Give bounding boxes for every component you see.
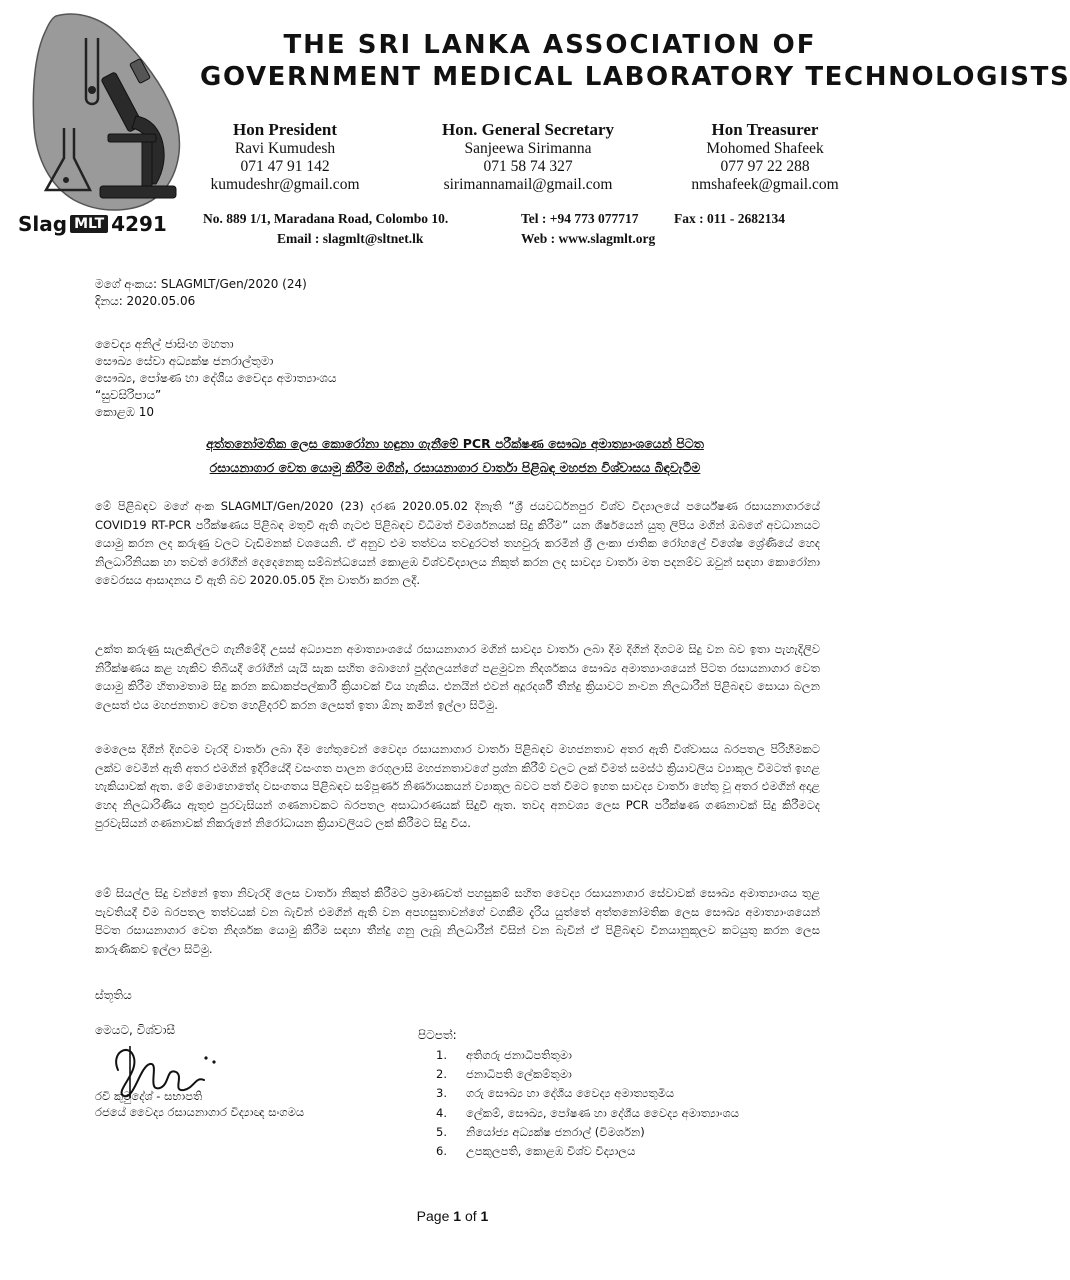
officer-president (196, 120, 374, 194)
list-item (436, 1104, 739, 1123)
officer-treasurer (670, 120, 860, 194)
list-text: ලේකම්, සෞඛ්‍ය, පෝෂණ හා දේශීය වෛද්‍ය අමාත්‍යාංශය (466, 1105, 739, 1120)
addressee-line: කොළඹ 10 (95, 405, 154, 419)
page-total: 1 (480, 1208, 489, 1224)
body-paragraph-2: උක්ත කරුණු සැලකිල්ලට ගැනීමේදී උසස් අධ්‍යාපන අමාත්‍යාංශයේ රසායනාගාර මගින් සාවද්‍ය වාර්තා ලබා දීම දිගින් දිගටම සිදු වන බව ඉතා පැහැදිලිව නිරීක්ෂණය කළ හැකිව තිබියදී රෝගීන් යැයි සැක සහිත බොහෝ පුද්ගලයන්ගේ පළමුවන නිදර්ශකය සෞඛ්‍ය අමාත්‍යාංශයෙන් පිටත රසායනාගාර වෙත යොමු කිරීම හිතාමතාම සිදු කරන කඩාකප්පල්කාරී ක්‍රියාවක් විය හැකිය. එනයින් එවන් අදූරදර්ශී තීන්දු ක්‍රියාවට නංවන නිලධාරීන් පිළිබඳව සොයා බලන ලෙසත් එය මහජනතාව වෙත හෙළිදරව් කරන ලෙසත් ඉතා ඕනෑ කමින් ඉල්ලා සිටිමු. (95, 642, 820, 712)
officer-general-secretary (408, 120, 648, 194)
list-item (436, 1084, 739, 1103)
addressee-line: සෞඛ්‍ය සේවා අධ්‍යක්ෂ ජනරාල්තුමා (95, 354, 274, 368)
list-item (436, 1065, 739, 1084)
signatory-name-title: රවි කුමුදේශ් - සභාපති (95, 1089, 203, 1103)
letter-subject (95, 432, 815, 480)
list-number: 5. (436, 1124, 447, 1139)
copies-heading: පිටපත්: (418, 1028, 457, 1042)
list-number: 3. (436, 1086, 447, 1101)
reg-number: 4291 (111, 212, 167, 236)
association-title-line-1: THE SRI LANKA ASSOCIATION OF (283, 30, 817, 60)
fax: Fax : 011 - 2682134 (674, 211, 785, 226)
body-paragraph-1: මේ පිළිබඳව මගේ අංක SLAGMLT/Gen/2020 (23) දරණ 2020.05.02 දිනැති “ශ්‍රී ජයවර්ධනපුර විශ්ව විද්‍යාලයේ පර්යේෂණ රසායනාගාරයේ COVID19 RT-PCR පරීක්ෂණය පිළිබඳ මතුවී ඇති ගැටළු පිළිබඳව විධිමත් විමර්ශනයක් සිදු කිරීම” යන ශීර්ෂයෙන් යුතු ලිපිය මගින් ඔබගේ අවධානයට යොමු කරන ලද කරුණු වලට වැඩිමනක් වශයෙනි. ඒ අනුව එම තත්වය තවදුරටත් තහවුරු කරමින් ශ්‍රී ලංකා ජාතික රෝහලේ විශේෂ ශ්‍රේණියේ හෙද නිලධාරිනියක හා තවත් රෝගීන් දෙදෙනෙකු සම්බන්ධයෙන් කොළඹ විශ්වවිද්‍යාලය නිකුත් කරන ලද සාවද්‍ය වාර්තා මත පදනම්ව ඔවුන් සඳහා කොරෝනා වෛරසය ආසාදනය වී ඇති බව 2020.05.05 දින වාර්තා කරන ලදී. (95, 499, 820, 588)
page-prefix: Page (416, 1208, 454, 1224)
officer-name: Mohomed Shafeek (706, 140, 824, 157)
officer-role: Hon Treasurer (711, 120, 819, 139)
sri-lanka-map-microscope-icon (16, 8, 216, 218)
officer-role: Hon President (232, 120, 338, 139)
list-text: ජනාධිපති ලේකම්තුමා (466, 1067, 572, 1082)
list-item (436, 1123, 739, 1142)
officer-email: kumudeshr@gmail.com (210, 176, 360, 193)
registration-number (18, 212, 167, 236)
copies-list (436, 1046, 739, 1161)
signatory-organization: රජයේ වෛද්‍ය රසායනාගාර විද්‍යාඥ සංගමය (95, 1105, 305, 1119)
officer-phone: 077 97 22 288 (720, 158, 810, 175)
postal-address: No. 889 1/1, Maradana Road, Colombo 10. (203, 211, 449, 226)
closing-faithfully: මෙයට, විශ්වාසී (95, 1023, 176, 1037)
addressee-block (95, 337, 337, 422)
reg-badge: MLT (70, 215, 108, 233)
officer-role: Hon. General Secretary (441, 120, 614, 139)
page-number (0, 1208, 905, 1224)
subject-line-2: රසායනාගාර වෙත යොමු කිරීම මගින්, රසායනාගාර වාර්තා පිළිබඳ මහජන විශ්වාසය බිඳවැටීම (209, 460, 701, 475)
officer-phone: 071 47 91 142 (240, 158, 330, 175)
list-text: අතිගරු ජනාධිපතිතුමා (466, 1048, 572, 1062)
list-number: 1. (436, 1048, 447, 1062)
letter-date: දිනය: 2020.05.06 (95, 294, 196, 308)
association-email: Email : slagmlt@sltnet.lk (277, 231, 424, 246)
officer-email: sirimannamail@gmail.com (443, 176, 613, 193)
list-number: 6. (436, 1144, 447, 1159)
officer-name: Ravi Kumudesh (234, 140, 336, 157)
body-paragraph-4: මේ සියල්ල සිදු වන්නේ ඉතා නිවැරදි ලෙස වාර්තා නිකුත් කිරීමට ප්‍රමාණවත් පහසුකම් සහිත වෛද්‍ය රසායනාගාර සේවාවක් සෞඛ්‍ය අමාත්‍යාංශය තුළ පැවතියදී වීම බරපතල තත්වයක් වන බැවින් එමගින් ඇති වන අපහසුතාවන්ගේ වගකීම දැරිය යුත්තේ අත්තනෝමතික ලෙස සෞඛ්‍ය අමාත්‍යාංශයෙන් පිටත රසායනාගාර වෙත නිදර්ශක යොමු කිරීම සඳහා තීන්දු ගනු ලැබූ නිලධාරීන් විසින් වන බැවින් ඒ පිළිබඳව විනයානුකූලව කටයුතු කරන ලෙස කාරුණිකව ඉල්ලා සිටිමු. (95, 886, 820, 956)
closing-thanks: ස්තූතිය (95, 988, 132, 1002)
list-text: ගරු සෞඛ්‍ය හා දේශීය වෛද්‍ය අමාත්‍යතුමිය (466, 1086, 675, 1101)
officer-name: Sanjeewa Sirimanna (464, 140, 592, 157)
officer-email: nmshafeek@gmail.com (691, 176, 839, 193)
telephone: Tel : +94 773 077717 (521, 211, 639, 226)
list-item (436, 1046, 739, 1065)
reference-number: මගේ අංකය: SLAGMLT/Gen/2020 (24) (95, 277, 307, 291)
officer-phone: 071 58 74 327 (483, 158, 573, 175)
list-text: උපකුලපති, කොළඹ විශ්ව විද්‍යාලය (466, 1144, 636, 1159)
association-title-line-2: GOVERNMENT MEDICAL LABORATORY TECHNOLOGISTS (200, 62, 1070, 92)
list-number: 4. (436, 1105, 447, 1120)
signatory-block (95, 1088, 304, 1120)
list-item (436, 1142, 739, 1161)
website: Web : www.slagmlt.org (521, 231, 656, 246)
list-text: නියෝජ්‍ය අධ්‍යක්ෂ ජනරාල් (විමර්ශන) (466, 1124, 645, 1139)
reg-prefix: Slag (18, 212, 68, 236)
addressee-line: සෞඛ්‍ය, පෝෂණ හා දේශීය වෛද්‍ය අමාත්‍යාංශය (95, 371, 337, 385)
page-current: 1 (453, 1208, 462, 1224)
body-paragraph-3: මෙලෙස දිගින් දිගටම වැරදි වාර්තා ලබා දීම හේතුවෙන් වෛද්‍ය රසායනාගාර වාර්තා පිළිබඳව මහජනතාව අතර ඇති විශ්වාසය බරපතල පිරිහීමකට ලක්ව වෙමින් ඇති අතර එමගින් ඉදිරියේදී වසංගත පාලන රෙගුලාසි මහජනතාවගේ ප්‍රශ්න කිරීම් වලට ලක් වීමත් සමස්ථ ක්‍රියාවලිය ව්‍යාකූල වීමටත් ඉහළ හැකියාවක් ඇත. මේ මොහොතේද වසංගතය පිළිබඳව සම්පූර්ණ නිර්ණායකයන් ව්‍යාකූල බවට පත් වීමට ඉහත සාවද්‍ය වාර්තා හේතු වූ අතර එමගින් අදාළ හෙද නිලධාරිණිය ඇතුළු පුරවැසියන් ගණනාවකට බරපතල අසාධාරණයක් සිදුවී ඇත. තවද අනවශ්‍ය ලෙස PCR පරීක්ෂණ ගණනාවක් සිදු කිරීමටද පුරවැසියන් ගණනාවක් නිකරුනේ නිරෝධායන ක්‍රියාවලියට ලක් කිරීමට සිදු විය. (95, 742, 820, 831)
page-mid: of (461, 1208, 481, 1224)
addressee-line: “සුවසිරිපාය” (95, 388, 162, 402)
addressee-line: වෛද්‍ය අනිල් ජාසිංහ මහතා (95, 337, 234, 351)
subject-line-1: අත්තනෝමතික ලෙස කොරෝනා හඳුනා ගැනීමේ PCR පරීක්ෂණ සෞඛ්‍ය අමාත්‍යාංශයෙන් පිටත (206, 436, 704, 451)
list-number: 2. (436, 1067, 447, 1082)
